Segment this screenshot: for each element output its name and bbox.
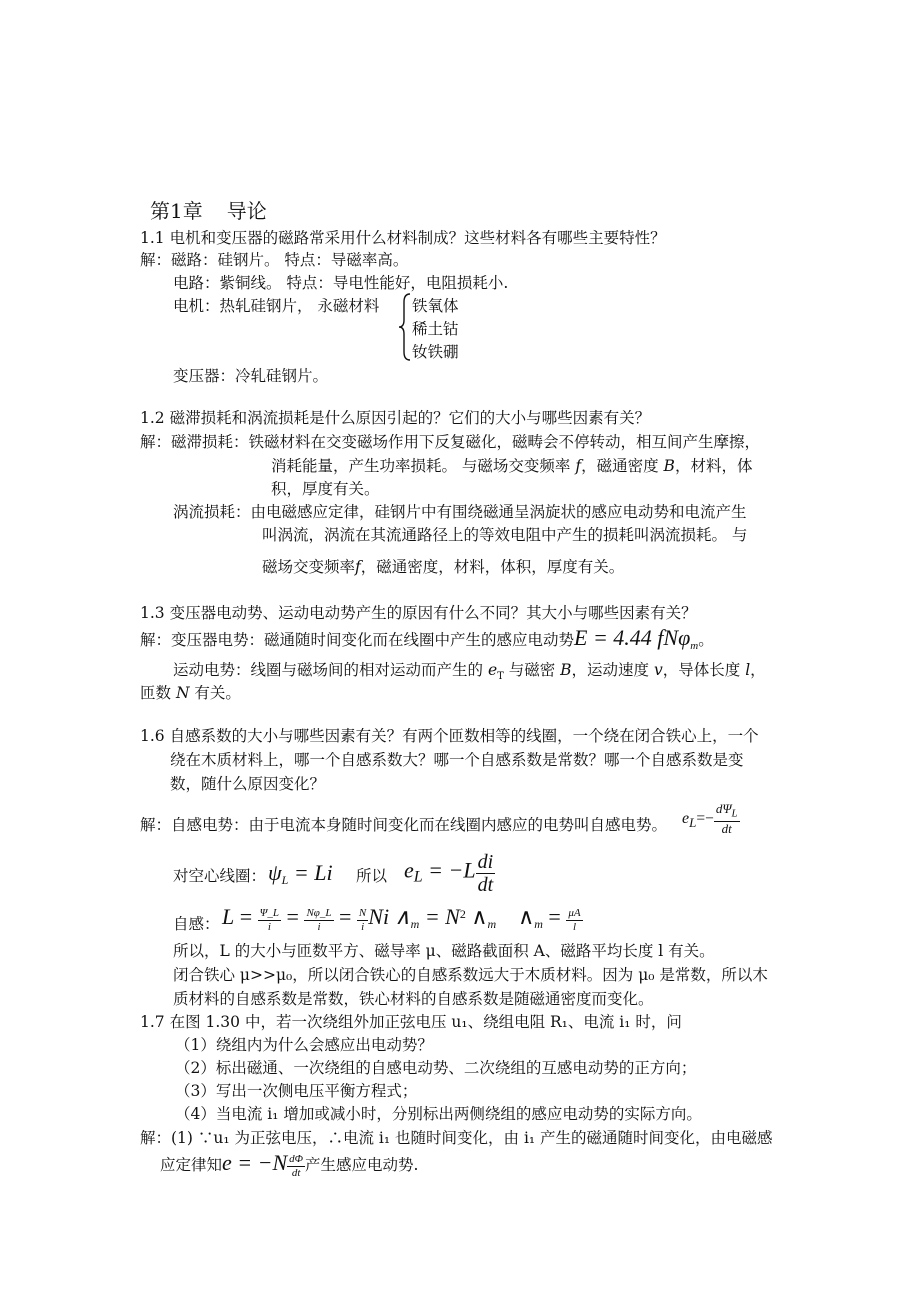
answer-1-6-line4: 所以，L 的大小与匝数平方、磁导率 μ、磁路截面积 A、磁路平均长度 l 有关。	[173, 942, 715, 960]
question-1-2: 1.2 磁滞损耗和涡流损耗是什么原因引起的？它们的大小与哪些因素有关？	[140, 409, 651, 427]
eq4-wedge2: ∧	[518, 904, 535, 929]
question-1-6-c: 数，随什么原因变化？	[170, 775, 326, 793]
eq-self-emf-di	[404, 851, 495, 896]
symbol-B: B	[663, 457, 675, 475]
eq4-m3: m	[534, 917, 543, 932]
eq1-num	[714, 802, 740, 822]
eq4-eq3: =	[333, 904, 357, 929]
motion-text-3: ，运动速度	[571, 661, 654, 679]
faraday-den: dt	[291, 1166, 301, 1179]
hyst-text-1: 消耗能量，产生功率损耗。 与磁场交变频率	[271, 457, 576, 475]
eq4-frac2-den: i	[317, 920, 321, 933]
eq1-num-sub: L	[731, 807, 738, 820]
eq1-den: dt	[721, 820, 732, 836]
motion-text-4: ，导体长度	[662, 661, 746, 679]
eq4-wedge: ∧	[465, 904, 488, 929]
symbol-N: N	[175, 684, 190, 702]
formula-emf: E = 4.44 fNφ	[574, 625, 691, 650]
symbol-f-2: f	[355, 558, 361, 576]
eq4-frac1	[258, 907, 281, 932]
eq4-frac1-den: i	[267, 920, 271, 933]
eq4-frac1-num: Ψ_L	[259, 907, 280, 920]
eq4-m1: m	[410, 917, 420, 932]
eq-self-emf	[682, 802, 740, 836]
answer-1-7-b	[160, 1150, 418, 1179]
question-1-1: 1.1 电机和变压器的磁路常采用什么材料制成？这些材料各有哪些主要特性？	[140, 229, 666, 247]
eq3-num: di	[477, 851, 494, 873]
symbol-l: l	[745, 661, 751, 679]
eq4-square: 2	[459, 906, 466, 921]
eq4-frac3	[357, 907, 368, 932]
motion-text-1: 运动电势：线圈与磁场间的相对运动而产生的	[173, 661, 488, 679]
faraday-num: dΦ	[289, 1153, 304, 1166]
turns-text-2: 有关。	[189, 684, 241, 702]
question-1-7-item-3: （3）写出一次侧电压平衡方程式；	[175, 1082, 418, 1100]
question-1-6-b: 绕在木质材料上，哪一个自感系数大？哪一个自感系数是常数？哪一个自感系数是变	[170, 751, 744, 769]
answer-1-6-line5: 闭合铁心 μ>>μ₀，所以闭合铁心的自感系数远大于木质材料。因为 μ₀ 是常数，所以木	[173, 966, 768, 984]
answer-1-6-line1: 解：自感电势：由于电流本身随时间变化而在线圈内感应的电势叫自感电势。	[140, 816, 668, 834]
answer-1-3-text: 解：变压器电势：磁通随时间变化而在线圈中产生的感应电动势	[140, 631, 575, 649]
eq4-eq2: =	[281, 904, 305, 929]
chapter-subtitle: 导论	[226, 199, 267, 223]
eq3-e: e	[404, 857, 414, 883]
hyst-text-2: ，磁通密度	[581, 457, 664, 475]
answer-1-3-line3	[140, 683, 241, 703]
question-1-6-a: 1.6 自感系数的大小与哪些因素有关？有两个匝数相等的线圈，一个绕在闭合铁心上，一个	[140, 727, 759, 745]
eq2-psi: ψ	[268, 860, 282, 885]
answer-1-7-text-2: 产生感应电动势.	[305, 1156, 419, 1174]
answer-1-2-hyst-a: 解：磁滞损耗：铁磁材料在交变磁场作用下反复磁化，磁畴会不停转动，相互间产生摩擦，	[140, 433, 761, 451]
brace-item-1: 铁氧体	[412, 297, 459, 315]
eq4-eq5: =	[542, 904, 567, 929]
answer-1-3-end: 。	[698, 631, 714, 649]
motion-text-5: ，	[750, 661, 766, 679]
eq4-frac2-num: Nφ_L	[306, 907, 332, 920]
eddy-text-2: ，磁通密度，材料，体积，厚度有关。	[360, 558, 625, 576]
answer-1-3-line2	[173, 660, 766, 687]
eq4-N: = N	[419, 904, 460, 929]
eq1-eq: =−	[696, 809, 714, 827]
symbol-v: v	[653, 661, 663, 679]
chapter-title	[150, 198, 267, 224]
answer-1-2-hyst-b	[271, 456, 752, 476]
answer-1-7-text-1: 应定律知	[160, 1156, 223, 1174]
question-1-7-item-4: （4）当电流 i₁ 增加或减小时，分别标出两侧绕组的感应电动势的实际方向。	[175, 1105, 702, 1123]
symbol-B-2: B	[560, 661, 572, 679]
hyst-text-3: ，材料，体	[674, 457, 753, 475]
eq4-frac3-num: N	[358, 907, 367, 920]
question-1-7: 1.7 在图 1.30 中，若一次绕组外加正弦电压 u₁、绕组电阻 R₁、电流 i₁ 时，问	[140, 1013, 682, 1031]
eq2-sub: L	[281, 873, 289, 888]
answer-1-2-hyst-c: 积，厚度有关。	[271, 480, 380, 498]
question-1-7-item-2: （2）标出磁通、一次绕组的自感电动势、二次绕组的互感电动势的正方向；	[175, 1059, 697, 1077]
answer-1-2-eddy-b: 叫涡流，涡流在其流通路径上的等效电阻中产生的损耗叫涡流损耗。 与	[262, 526, 748, 544]
eq4-eq1: =	[234, 904, 258, 929]
eq-inductance	[222, 904, 583, 933]
eq-flux-linkage	[268, 860, 333, 888]
eq4-frac3-den: i	[361, 920, 365, 933]
answer-1-1-line4: 变压器：冷轧硅钢片。	[173, 367, 329, 385]
answer-1-3-line1	[140, 625, 714, 656]
answer-1-2-eddy-a: 涡流损耗：由电磁感应定律，硅钢片中有围绕磁通呈涡旋状的感应电动势和电流产生	[173, 503, 747, 521]
symbol-e-sub: T	[497, 671, 504, 683]
eddy-text-1: 磁场交变频率	[262, 558, 356, 576]
brace-item-3: 钕铁硼	[412, 343, 459, 361]
curly-brace-icon	[398, 292, 412, 362]
eq4-frac4	[566, 907, 582, 932]
question-1-7-item-1: （1）绕组内为什么会感应出电动势？	[175, 1036, 433, 1054]
faraday-fraction	[287, 1153, 305, 1178]
eq1-num-text: dΨ	[715, 801, 732, 816]
answer-1-6-line6: 质材料的自感系数是常数，铁心材料的自感系数是随磁通密度而变化。	[173, 990, 654, 1008]
answer-1-6-line3: 自感：	[173, 915, 220, 933]
turns-text-1: 匝数	[140, 684, 176, 702]
answer-1-1-line3: 电机：热轧硅钢片， 永磁材料	[173, 297, 380, 315]
chapter-number: 第1章	[150, 199, 203, 223]
eq1-sub: L	[689, 814, 697, 830]
formula-emf-sub: m	[690, 640, 699, 653]
eq4-m2: m	[487, 917, 497, 932]
symbol-f: f	[575, 457, 582, 475]
eq3-mid: = −L	[422, 857, 476, 883]
answer-1-6-line2: 对空心线圈：	[173, 867, 267, 885]
symbol-e: e	[487, 661, 498, 679]
eq3-sub: L	[413, 868, 423, 886]
eq2-rhs: = Li	[288, 860, 333, 885]
answer-1-7-a: 解：(1) ∵u₁ 为正弦电压，∴电流 i₁ 也随时间变化，由 i₁ 产生的磁通随时间变化，由电磁感	[140, 1129, 773, 1147]
answer-1-1-line2: 电路：紫铜线。 特点：导电性能好，电阻损耗小.	[173, 274, 509, 292]
so-label: 所以	[356, 867, 388, 885]
motion-text-2: 与磁密	[503, 661, 561, 679]
question-1-3: 1.3 变压器电动势、运动电动势产生的原因有什么不同？其大小与哪些因素有关？	[140, 604, 697, 622]
eq4-Ni: Ni ∧	[368, 904, 411, 929]
eq3-den: dt	[477, 874, 494, 896]
eq4-frac2	[304, 907, 333, 932]
eq1-fraction	[714, 802, 740, 836]
brace-item-2: 稀土钴	[412, 320, 459, 338]
eq3-fraction	[476, 851, 496, 896]
eq4-L: L	[222, 904, 235, 929]
eq4-frac4-num: μA	[568, 907, 581, 920]
faraday-eq: e = −N	[222, 1150, 288, 1175]
eq4-frac4-den: l	[572, 920, 576, 933]
answer-1-1-line1: 解：磁路：硅钢片。 特点：导磁率高。	[140, 251, 409, 269]
eq1-e: e	[682, 809, 690, 827]
answer-1-2-eddy-c	[262, 557, 624, 577]
